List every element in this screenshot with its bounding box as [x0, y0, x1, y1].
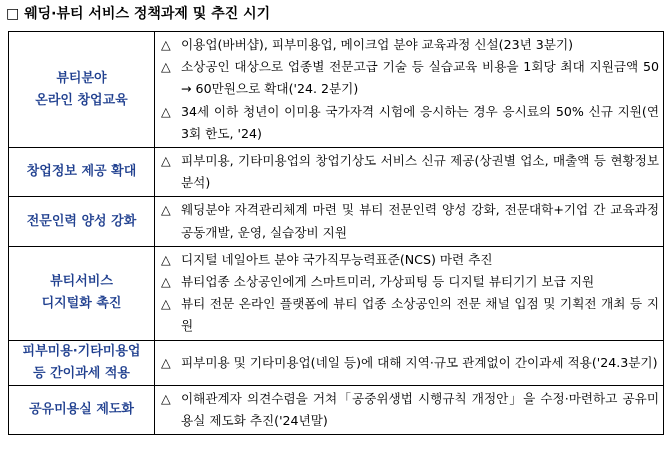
- row-heading: 전문인력 양성 강화: [9, 197, 155, 246]
- row-content: [155, 340, 664, 385]
- list-item: [161, 249, 659, 271]
- row-heading: 뷰티분야 온라인 창업교육: [9, 32, 155, 148]
- triangle-bullet-icon: △: [161, 251, 171, 267]
- list-item: [161, 352, 659, 374]
- row-content: [155, 32, 664, 148]
- page-title: □ 웨딩·뷰티 서비스 정책과제 및 추진 시기: [6, 6, 271, 22]
- list-item: [161, 293, 659, 337]
- triangle-bullet-icon: △: [161, 274, 171, 290]
- triangle-bullet-icon: △: [161, 354, 171, 370]
- row-content: [155, 197, 664, 246]
- row-heading: 피부미용·기타미용업 등 간이과세 적용: [9, 340, 155, 385]
- item-text: 웨딩분야 자격관리체계 마련 및 뷰티 전문인력 양성 강화, 전문대학+기업 간 교육과정 공동개발, 운영, 실습장비 지원: [181, 202, 659, 240]
- table-row: [9, 32, 664, 148]
- table-row: [9, 148, 664, 197]
- item-text: 뷰티업종 소상공인에게 스마트미러, 가상피팅 등 디지털 뷰티기기 보급 지원: [181, 274, 595, 290]
- item-text: 이용업(바버샵), 피부미용업, 메이크업 분야 교육과정 신설(23년 3분기): [181, 37, 574, 52]
- list-item: [161, 150, 659, 194]
- item-text: 소상공인 대상으로 업종별 전문고급 기술 등 실습교육 비용을 1회당 최대 지원금액 50 → 60만원으로 확대('24. 2분기): [181, 59, 659, 97]
- row-heading: 뷰티서비스 디지털화 촉진: [9, 246, 155, 340]
- triangle-bullet-icon: △: [161, 296, 171, 312]
- list-item: [161, 271, 659, 293]
- list-item: [161, 101, 659, 145]
- table-row: [9, 246, 664, 340]
- table-row: [9, 385, 664, 434]
- row-content: [155, 148, 664, 197]
- triangle-bullet-icon: △: [161, 103, 171, 119]
- row-content: [155, 246, 664, 340]
- policy-table: [8, 31, 664, 435]
- row-content: [155, 385, 664, 434]
- list-item: [161, 199, 659, 243]
- item-text: 이해관계자 의견수렴을 거쳐「공중위생법 시행규칙 개정안」을 수정·마련하고 공유미용실 제도화 추진('24년말): [181, 390, 659, 428]
- list-item: [161, 388, 659, 432]
- triangle-bullet-icon: △: [161, 153, 171, 169]
- list-item: [161, 34, 659, 56]
- triangle-bullet-icon: △: [161, 37, 171, 52]
- item-text: 피부미용 및 기타미용업(네일 등)에 대해 지역·규모 관계없이 간이과세 적용('24.3분기): [181, 354, 658, 370]
- triangle-bullet-icon: △: [161, 202, 171, 218]
- triangle-bullet-icon: △: [161, 390, 171, 406]
- row-heading: 공유미용실 제도화: [9, 385, 155, 434]
- item-text: 디지털 네일아트 분야 국가직무능력표준(NCS) 마련 추진: [181, 251, 493, 267]
- item-text: 피부미용, 기타미용업의 창업기상도 서비스 신규 제공(상권별 업소, 매출액 등 현황정보 분석): [181, 153, 659, 191]
- item-text: 뷰티 전문 온라인 플랫폼에 뷰티 업종 소상공인의 전문 채널 입점 및 기획전 개최 등 지원: [181, 296, 659, 334]
- table-row: [9, 340, 664, 385]
- item-text: 34세 이하 청년이 이미용 국가자격 시험에 응시하는 경우 응시료의 50% 신규 지원(연3회 한도, '24): [181, 103, 659, 141]
- table-row: [9, 197, 664, 246]
- triangle-bullet-icon: △: [161, 59, 171, 75]
- list-item: [161, 56, 659, 100]
- row-heading: 창업정보 제공 확대: [9, 148, 155, 197]
